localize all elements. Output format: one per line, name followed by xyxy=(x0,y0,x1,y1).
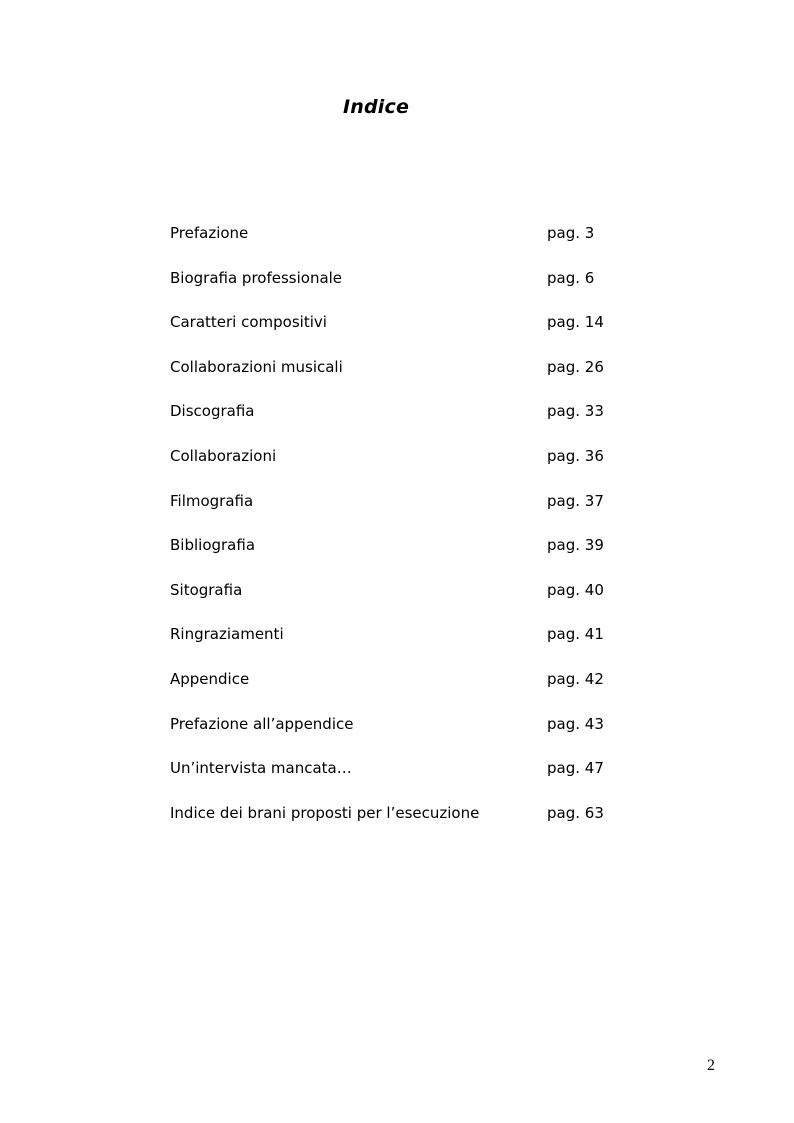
toc-entry-page: pag. 47 xyxy=(547,759,604,778)
toc-entry-label: Collaborazioni xyxy=(170,446,277,465)
toc-entry-ringraziamenti xyxy=(170,623,640,668)
toc-entry-label: Collaborazioni musicali xyxy=(170,357,343,376)
toc-entry-collaborazioni xyxy=(170,445,640,490)
toc-entry-page: pag. 42 xyxy=(547,669,604,688)
toc-entry-prefazione xyxy=(170,222,640,267)
toc-entry-label: Ringraziamenti xyxy=(170,625,284,644)
toc-entry-page: pag. 63 xyxy=(547,803,604,822)
toc-entry-prefazione-appendice xyxy=(170,713,640,758)
toc-entry-appendice xyxy=(170,668,640,713)
toc-entry-filmografia xyxy=(170,490,640,535)
toc-entry-discografia xyxy=(170,400,640,445)
page-title: Indice xyxy=(342,96,410,118)
toc-entry-label: Bibliografia xyxy=(170,536,256,555)
toc-entry-label: Biografia professionale xyxy=(170,268,343,287)
toc-entry-page: pag. 39 xyxy=(547,536,604,555)
toc-entry-intervista-mancata xyxy=(170,757,640,802)
toc-entry-caratteri-compositivi xyxy=(170,311,640,356)
toc-entry-page: pag. 43 xyxy=(547,714,604,733)
toc-entry-page: pag. 36 xyxy=(547,446,604,465)
toc-entry-biografia-professionale xyxy=(170,267,640,312)
toc-entry-label: Filmografia xyxy=(170,491,254,510)
toc-entry-label: Prefazione xyxy=(170,224,249,242)
toc-entry-label: Caratteri compositivi xyxy=(170,313,327,332)
toc-entry-page: pag. 3 xyxy=(547,224,595,242)
toc-entry-label: Un’intervista mancata… xyxy=(170,759,352,778)
toc-entry-page: pag. 40 xyxy=(547,580,604,599)
toc-entry-bibliografia xyxy=(170,534,640,579)
toc-entry-page: pag. 26 xyxy=(547,357,604,376)
toc-entry-page: pag. 33 xyxy=(547,402,604,421)
page-number: 2 xyxy=(707,1057,715,1074)
toc-entry-label: Indice dei brani proposti per l’esecuzione xyxy=(170,803,480,822)
table-of-contents xyxy=(170,222,640,846)
toc-entry-page: pag. 6 xyxy=(547,268,595,287)
toc-entry-page: pag. 37 xyxy=(547,491,604,510)
toc-entry-indice-brani xyxy=(170,802,640,847)
toc-entry-sitografia xyxy=(170,579,640,624)
toc-entry-label: Prefazione all’appendice xyxy=(170,714,354,733)
toc-entry-page: pag. 14 xyxy=(547,313,604,332)
toc-entry-page: pag. 41 xyxy=(547,625,604,644)
toc-entry-label: Discografia xyxy=(170,402,255,421)
toc-entry-label: Sitografia xyxy=(170,580,243,599)
toc-entry-collaborazioni-musicali xyxy=(170,356,640,401)
toc-entry-label: Appendice xyxy=(170,669,250,688)
